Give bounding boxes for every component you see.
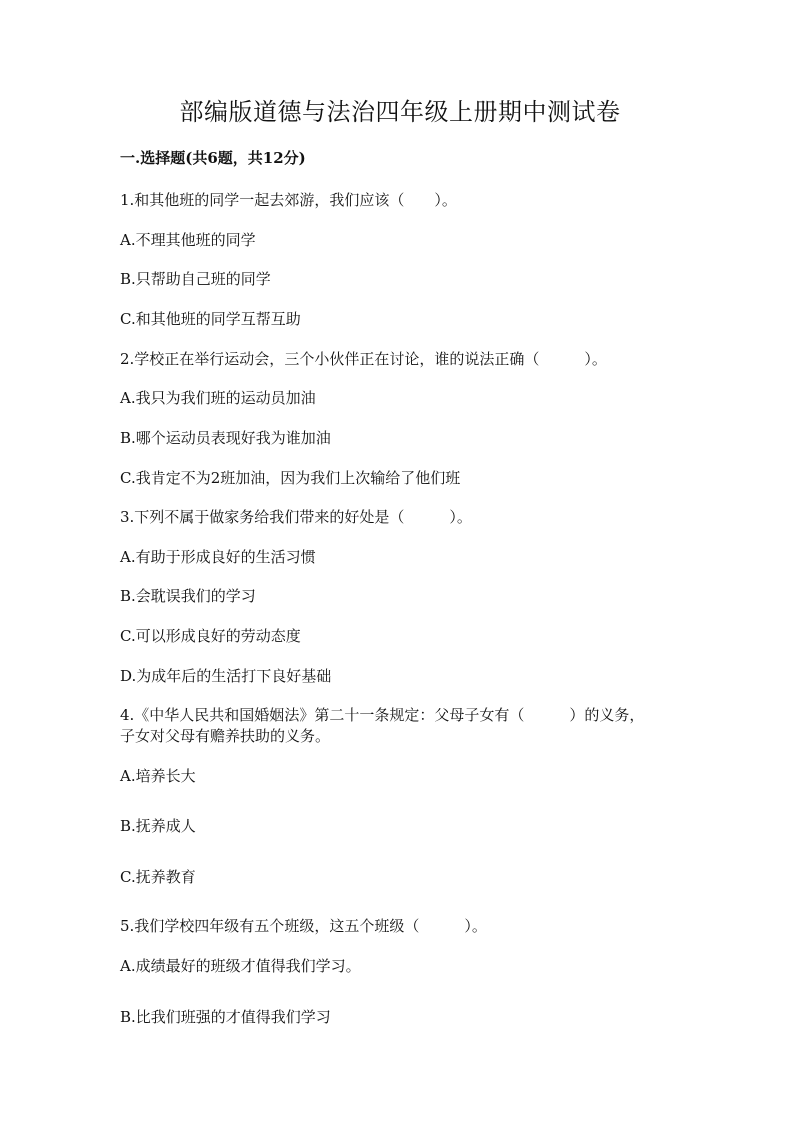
- question-3-option-c: C.可以形成良好的劳动态度: [120, 627, 301, 645]
- question-4-stem-line-2: 子女对父母有赡养扶助的义务。: [120, 727, 331, 745]
- question-1-option-c: C.和其他班的同学互帮互助: [120, 310, 301, 328]
- question-4-option-c: C.抚养教育: [120, 868, 196, 886]
- question-1-option-a: A.不理其他班的同学: [120, 231, 256, 249]
- question-4-option-b: B.抚养成人: [120, 817, 196, 835]
- question-4-stem-line-1: 4.《中华人民共和国婚姻法》第二十一条规定：父母子女有（ ）的义务，: [120, 706, 645, 724]
- question-2-option-c: C.我肯定不为2班加油，因为我们上次输给了他们班: [120, 469, 461, 487]
- question-5-option-a: A.成绩最好的班级才值得我们学习。: [120, 957, 361, 975]
- question-2-stem: 2.学校正在举行运动会，三个小伙伴正在讨论，谁的说法正确（ ）。: [120, 350, 607, 368]
- question-1-option-b: B.只帮助自己班的同学: [120, 270, 271, 288]
- question-3-option-d: D.为成年后的生活打下良好基础: [120, 667, 332, 685]
- question-2-option-a: A.我只为我们班的运动员加油: [120, 389, 316, 407]
- question-3-option-a: A.有助于形成良好的生活习惯: [120, 548, 316, 566]
- section-heading: 一.选择题(共6题，共12分): [120, 149, 306, 167]
- page-title: 部编版道德与法治四年级上册期中测试卷: [179, 98, 621, 126]
- question-5-stem: 5.我们学校四年级有五个班级，这五个班级（ ）。: [120, 917, 487, 935]
- question-3-option-b: B.会耽误我们的学习: [120, 587, 256, 605]
- question-5-option-b: B.比我们班强的才值得我们学习: [120, 1008, 331, 1026]
- question-1-stem: 1.和其他班的同学一起去郊游，我们应该（ ）。: [120, 191, 457, 209]
- question-4-option-a: A.培养长大: [120, 767, 196, 785]
- question-3-stem: 3.下列不属于做家务给我们带来的好处是（ ）。: [120, 508, 472, 526]
- question-2-option-b: B.哪个运动员表现好我为谁加油: [120, 429, 331, 447]
